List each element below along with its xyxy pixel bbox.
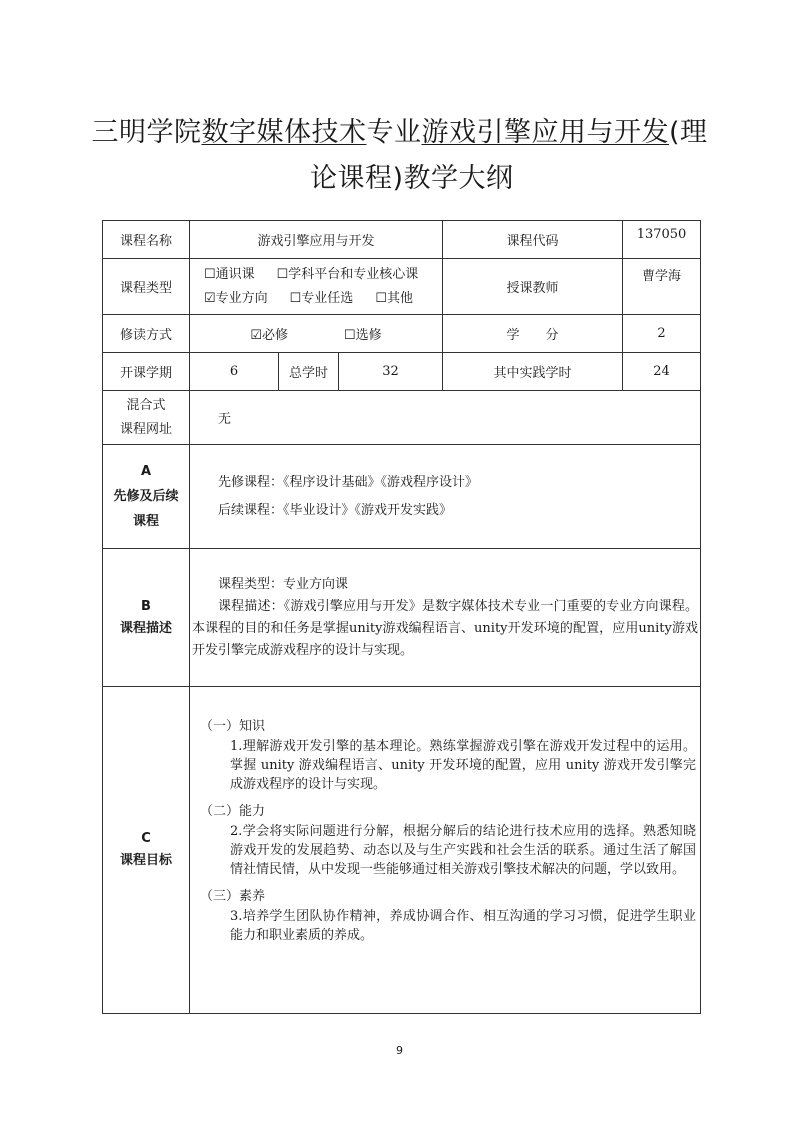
course-name-value: 游戏引擎应用与开发 [190,221,443,259]
total-hours-label: 总学时 [279,353,339,391]
description-type-line: 课程类型：专业方向课 [218,576,349,592]
prereq-post: 后续课程：《毕业设计》《游戏开发实践》 [218,502,453,518]
practice-hours-label: 其中实践学时 [443,353,623,391]
description-text: 课程描述：《游戏引擎应用与开发》是数字媒体技术专业一门重要的专业方向课程。本课程的目的和任务是掌握unity游戏编程语言、unity开发环境的配置，应用unity游戏开发引擎完成游戏程序的设计与实现。 [192,598,699,658]
study-mode-options [190,315,443,353]
checkbox-general: ☐通识课 [204,266,255,282]
semester-value: 6 [190,353,279,391]
description-label: B 课程描述 [103,549,190,687]
prereq-pre: 先修课程：《程序设计基础》《游戏程序设计》 [218,474,479,490]
semester-label: 开课学期 [103,353,190,391]
row-semester [103,353,701,391]
page-number: 9 [396,1044,403,1057]
course-type-options [190,259,443,315]
goal-ability-text: 2.学会将实际问题进行分解，根据分解后的结论进行技术应用的选择。熟悉知晓游戏开发的发展趋势、动态以及与生产实践和社会生活的联系。通过生活了解国情社情民情，从中发现一些能够通过相关游戏引擎技术解决的问题，学以致用。 [230,824,697,877]
teacher-label: 授课教师 [443,259,623,315]
goal-knowledge-text: 1.理解游戏开发引擎的基本理论。熟练掌握游戏引擎在游戏开发过程中的运用。掌握 unity 游戏编程语言、unity 开发环境的配置，应用 unity 游戏开发引擎完成游戏程序的设计与实现。 [230,739,697,792]
checkbox-other: ☐其他 [375,290,413,306]
syllabus-table [102,220,701,1014]
credit-value: 2 [623,315,701,353]
course-type-label: 课程类型 [103,259,190,315]
row-course-name [103,221,701,259]
course-name-label: 课程名称 [103,221,190,259]
goals-content [190,687,701,1014]
goal-quality-text: 3.培养学生团队协作精神，养成协调合作、相互沟通的学习习惯，促进学生职业能力和职业素质的养成。 [230,909,697,943]
description-content [190,549,701,687]
prereq-label: A 先修及后续 课程 [103,445,190,549]
row-goals [103,687,701,1014]
credit-label: 学 分 [443,315,623,353]
checkbox-direction: ☑专业方向 [204,290,268,306]
blended-url-value: 无 [190,391,701,445]
prereq-content [190,445,701,549]
teacher-value: 曹学海 [623,259,701,315]
row-study-mode [103,315,701,353]
row-prerequisites [103,445,701,549]
title-major: 数字媒体技术 [201,117,367,148]
checkbox-elective: ☐专业任选 [289,290,354,306]
goal-ability-heading: （二）能力 [200,804,266,819]
blended-label: 混合式 课程网址 [103,391,190,445]
row-description [103,549,701,687]
row-blended [103,391,701,445]
study-mode-label: 修读方式 [103,315,190,353]
course-code-value: 137050 [623,221,701,259]
checkbox-optional: ☐选修 [344,328,382,343]
document-title-line-1: 三明学院数字媒体技术专业游戏引擎应用与开发(理 [91,117,708,148]
checkbox-required: ☑必修 [250,328,289,343]
title-course: 游戏引擎应用与开发 [421,117,669,148]
goal-knowledge-heading: （一）知识 [200,719,266,734]
course-code-label: 课程代码 [443,221,623,259]
practice-hours-value: 24 [623,353,701,391]
document-title-line-2: 论课程)教学大纲 [310,163,514,194]
goal-quality-heading: （三）素养 [200,889,266,904]
total-hours-value: 32 [339,353,443,391]
row-course-type [103,259,701,315]
goals-label: C 课程目标 [103,687,190,1014]
checkbox-core: ☐学科平台和专业核心课 [276,266,419,282]
